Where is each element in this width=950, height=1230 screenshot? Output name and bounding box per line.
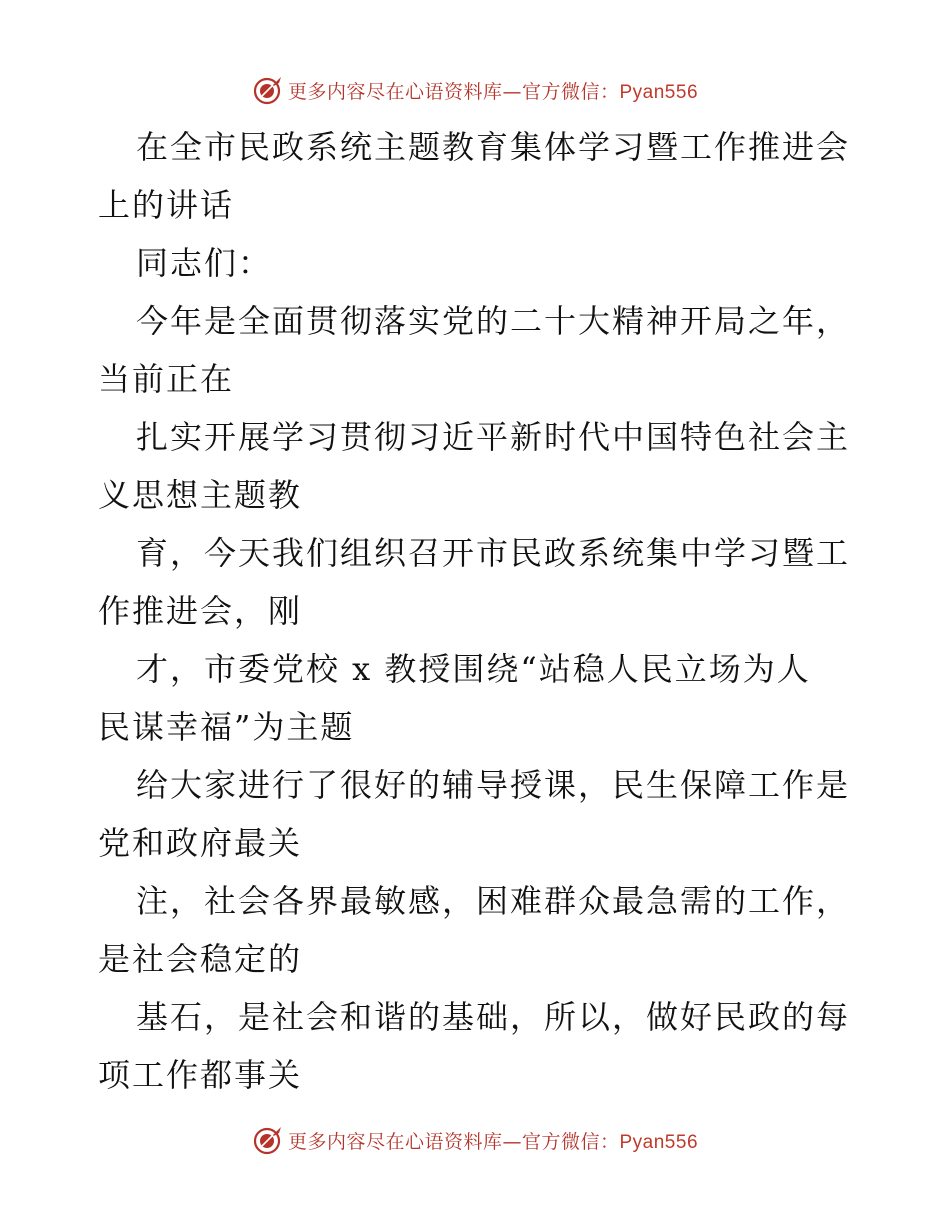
banner-wechat-id: Pyan556 (619, 81, 699, 103)
text-line: 项工作都事关 (98, 1056, 303, 1094)
text-line: 育，今天我们组织召开市民政系统集中学习暨工 (136, 534, 851, 572)
text-line: 上的讲话 (98, 186, 235, 224)
text-line: 同志们： (136, 244, 273, 282)
text-line: 扎实开展学习贯彻习近平新时代中国特色社会主 (136, 418, 851, 456)
banner-slogan: 更多内容尽在心语资料库 (287, 80, 503, 103)
text-line: 民谋幸福”为主题 (98, 708, 355, 746)
banner-contact-label: 官方微信： (521, 80, 620, 103)
header-banner (0, 70, 950, 110)
text-line: 今年是全面贯彻落实党的二十大精神开局之年， (136, 302, 851, 340)
text-line: 当前正在 (98, 360, 235, 398)
banner-separator: — (502, 80, 522, 103)
text-line: 在全市民政系统主题教育集体学习暨工作推进会 (136, 128, 851, 166)
banner-text (288, 1127, 698, 1154)
banner-wechat-id: Pyan556 (619, 1131, 699, 1153)
feather-pen-icon (252, 74, 284, 106)
banner-slogan: 更多内容尽在心语资料库 (287, 1130, 503, 1153)
banner-separator: — (502, 1130, 522, 1153)
footer-banner (0, 1120, 950, 1160)
text-line: 才，市委党校 x 教授围绕“站稳人民立场为人 (136, 650, 811, 688)
text-line: 党和政府最关 (98, 824, 303, 862)
text-line: 给大家进行了很好的辅导授课，民生保障工作是 (136, 766, 851, 804)
text-line: 基石，是社会和谐的基础，所以，做好民政的每 (136, 998, 851, 1036)
text-line: 作推进会，刚 (98, 592, 303, 630)
feather-pen-icon (252, 1124, 284, 1156)
document-body (98, 118, 858, 1104)
banner-text (288, 77, 698, 104)
banner-contact-label: 官方微信： (521, 1130, 620, 1153)
text-line: 注，社会各界最敏感，困难群众最急需的工作， (136, 882, 851, 920)
text-line: 义思想主题教 (98, 476, 303, 514)
text-line: 是社会稳定的 (98, 940, 303, 978)
